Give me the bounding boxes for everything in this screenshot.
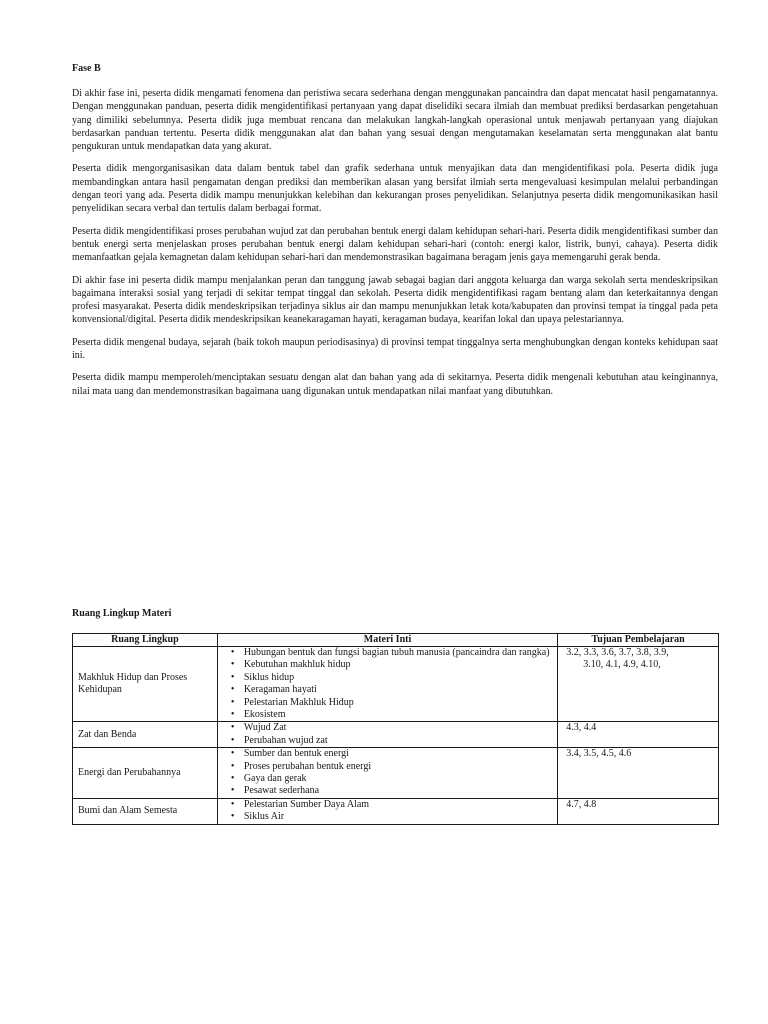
tujuan-line: 3.10, 4.1, 4.9, 4.10, bbox=[583, 659, 661, 671]
paragraph: Di akhir fase ini, peserta didik mengamati fenomena dan peristiwa secara sederhana dengan menggunakan pancaindra dan dapat mencatat hasil pengamatannya. Dengan menggunakan panduan, peserta didik mengidentifikasi pertanyaan yang dapat diselidiki secara ilmiah dan membuat prediksi berdasarkan pengetahuan yang dimiliki sebelumnya. Peserta didik juga membuat rencana dan melakukan langkah-langkah operasional untuk menjawab pertanyaan yang diajukan berdasarkan panduan tertentu. Peserta didik menggunakan alat dan bahan yang sesuai dengan mengutamakan keselamatan serta menggunakan alat bantu pengukuran untuk mendapatkan data yang akurat. bbox=[72, 88, 718, 153]
table-row bbox=[73, 722, 719, 748]
list-item: • Kebutuhan makhluk hidup bbox=[244, 659, 553, 671]
list-item: • Gaya dan gerak bbox=[244, 773, 553, 785]
materi-cell bbox=[217, 798, 557, 824]
header-tujuan-pembelajaran: Tujuan Pembelajaran bbox=[558, 634, 719, 647]
list-item: • Proses perubahan bentuk energi bbox=[244, 761, 553, 773]
paragraph: Di akhir fase ini peserta didik mampu menjalankan peran dan tanggung jawab sebagai bagian dari anggota keluarga dan warga sekolah serta mendeskripsikan bagaimana interaksi sosial yang terjadi di sekitar tempat tinggal dan sekolah. Peserta didik mengidentifikasi ragam bentang alam dan keterkaitannya dengan profesi masyarakat. Peserta didik mendeskripsikan terjadinya siklus air dan mampu menunjukkan letak kota/kabupaten dan provinsi tempat ia tinggal pada peta konvensional/digital. Peserta didik mendeskripsikan keanekaragaman hayati, keragaman budaya, kearifan lokal dan upaya pelestariannya. bbox=[72, 274, 718, 326]
table-header-row bbox=[73, 634, 719, 647]
list-item: • Siklus hidup bbox=[244, 672, 553, 684]
materi-cell bbox=[217, 748, 557, 799]
scope-table bbox=[72, 633, 719, 825]
list-item: • Pelestarian Makhluk Hidup bbox=[244, 697, 553, 709]
tujuan-line: 4.7, 4.8 bbox=[566, 798, 597, 810]
tujuan-cell bbox=[558, 722, 719, 748]
scope-title: Ruang Lingkup Materi bbox=[72, 608, 172, 619]
header-ruang-lingkup: Ruang Lingkup bbox=[73, 634, 218, 647]
materi-cell bbox=[217, 722, 557, 748]
paragraph: Peserta didik mengidentifikasi proses perubahan wujud zat dan perubahan bentuk energi dalam kehidupan sehari-hari. Peserta didik mengidentifikasi sumber dan bentuk energi serta menjelaskan proses perubahan bentuk energi dalam kehidupan sehari-hari (contoh: energi kalor, listrik, bunyi, cahaya). Peserta didik memanfaatkan gejala kemagnetan dalam kehidupan sehari-hari dan mendemonstrasikan bagaimana beragam jenis gaya memengaruhi gerak benda. bbox=[72, 225, 718, 264]
list-item: • Pelestarian Sumber Daya Alam bbox=[244, 799, 553, 811]
table-row bbox=[73, 748, 719, 799]
paragraph: Peserta didik mengenal budaya, sejarah (baik tokoh maupun periodisasinya) di provinsi tempat tinggalnya serta menghubungkan dengan konteks kehidupan saat ini. bbox=[72, 336, 718, 362]
tujuan-cell bbox=[558, 647, 719, 722]
paragraph: Peserta didik mengorganisasikan data dalam bentuk tabel dan grafik sederhana untuk menyajikan data dan mengidentifikasi pola. Peserta didik juga membandingkan antara hasil pengamatan dengan prediksi dan memberikan alasan yang bersifat ilmiah serta mengevaluasi kesimpulan melalui perbandingan dengan teori yang ada. Peserta didik mampu menunjukkan kelebihan dan kekurangan proses penyelidikan. Selanjutnya peserta didik mengomunikasikan hasil penyelidikan secara verbal dan tertulis dalam berbagai format. bbox=[72, 163, 718, 215]
list-item: • Keragaman hayati bbox=[244, 684, 553, 696]
list-item: • Ekosistem bbox=[244, 709, 553, 721]
tujuan-cell bbox=[558, 748, 719, 799]
materi-cell bbox=[217, 647, 557, 722]
header-materi-inti: Materi Inti bbox=[217, 634, 557, 647]
table-row bbox=[73, 798, 719, 824]
tujuan-line: 3.2, 3.3, 3.6, 3.7, 3.8, 3.9, bbox=[566, 647, 669, 658]
paragraph: Peserta didik mampu memperoleh/menciptakan sesuatu dengan alat dan bahan yang ada di sekitarnya. Peserta didik mengenali kebutuhan atau keinginannya, nilai mata uang dan mendemonstrasikan bagaimana uang digunakan untuk mendapatkan nilai manfaat yang dibutuhkan. bbox=[72, 372, 718, 397]
scope-cell: Bumi dan Alam Semesta bbox=[73, 798, 218, 824]
list-item: • Hubungan bentuk dan fungsi bagian tubuh manusia (pancaindra dan rangka) bbox=[244, 647, 553, 659]
list-item: • Siklus Air bbox=[244, 811, 553, 823]
section-title: Fase B bbox=[72, 63, 101, 74]
document-page bbox=[72, 62, 718, 823]
list-item: • Perubahan wujud zat bbox=[244, 735, 553, 747]
scope-cell: Makhluk Hidup dan Proses Kehidupan bbox=[73, 647, 218, 722]
table-row bbox=[73, 647, 719, 722]
list-item: • Sumber dan bentuk energi bbox=[244, 748, 553, 760]
tujuan-cell bbox=[558, 798, 719, 824]
scope-cell: Energi dan Perubahannya bbox=[73, 748, 218, 799]
tujuan-line: 4.3, 4.4 bbox=[566, 722, 597, 734]
scope-cell: Zat dan Benda bbox=[73, 722, 218, 748]
list-item: • Pesawat sederhana bbox=[244, 785, 553, 797]
list-item: • Wujud Zat bbox=[244, 722, 553, 734]
tujuan-line: 3.4, 3.5, 4.5, 4.6 bbox=[566, 748, 632, 760]
